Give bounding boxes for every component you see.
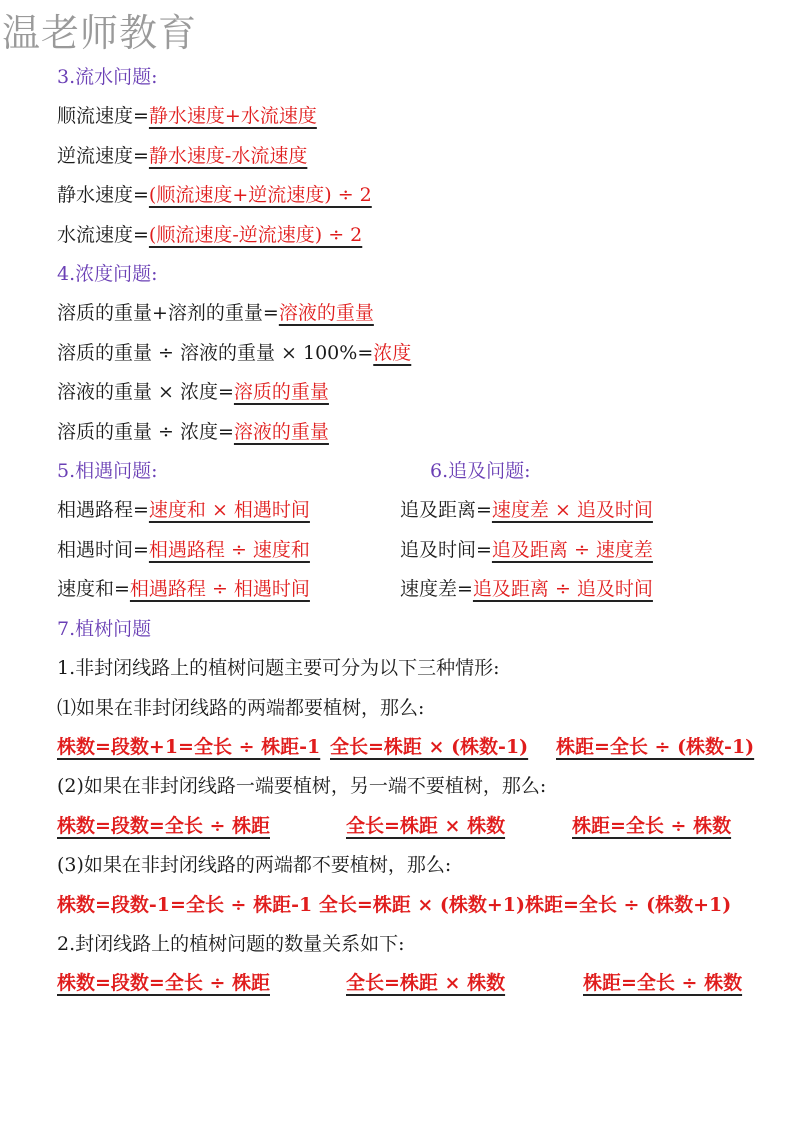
formula-row: [57, 537, 310, 563]
formula-label: 溶液的重量 × 浓度=: [57, 381, 234, 403]
formula-answer: 株数=段数+1=全长 ÷ 株距-1: [57, 736, 321, 758]
section-heading-concentration: 4.浓度问题:: [57, 263, 158, 285]
formula-answer: 株距=全长 ÷ 株数: [572, 815, 732, 837]
formula-answer: 追及距离 ÷ 速度差: [491, 539, 653, 561]
formula-answer: 溶液的重量: [278, 302, 374, 324]
formula-row: [400, 576, 653, 602]
formula-label: 相遇路程=: [57, 499, 149, 521]
section-heading-tree-planting: 7.植树问题: [57, 618, 152, 640]
formula-row: [57, 222, 362, 248]
formula-label: 溶质的重量+溶剂的重量=: [57, 302, 279, 324]
watermark-logo: 温老师教育: [2, 11, 198, 55]
formula-label: 逆流速度=: [57, 145, 149, 167]
formula-answer: 溶液的重量: [233, 421, 329, 443]
formula-answer: 株数=段数=全长 ÷ 株距: [57, 815, 270, 837]
section-heading-flow: 3.流水问题:: [57, 66, 158, 88]
formula-answer: 追及距离 ÷ 追及时间: [472, 578, 653, 600]
formula-answer: 浓度: [373, 342, 412, 364]
formula-answer: (顺流速度+逆流速度) ÷ 2: [148, 184, 372, 206]
formula-answer: 相遇路程 ÷ 速度和: [148, 539, 310, 561]
formula-label: 静水速度=: [57, 184, 149, 206]
formula-answer: 株数=段数=全长 ÷ 株距: [57, 972, 270, 994]
formula-row: [400, 537, 653, 563]
formula-answer: 全长=株距 × (株数-1): [330, 736, 529, 758]
formula-row: [57, 143, 307, 169]
formula-label: 溶质的重量 ÷ 浓度=: [57, 421, 234, 443]
formula-row: [57, 182, 372, 208]
formula-answer: 静水速度+水流速度: [148, 105, 317, 127]
subheading-closed-route: 2.封闭线路上的植树问题的数量关系如下:: [57, 933, 405, 955]
formula-answer: 相遇路程 ÷ 相遇时间: [129, 578, 310, 600]
formula-label: 追及时间=: [400, 539, 492, 561]
formula-label: 相遇时间=: [57, 539, 149, 561]
formula-answer: 株距=全长 ÷ 株数: [583, 972, 743, 994]
formula-label: 溶质的重量 ÷ 溶液的重量 × 100%=: [57, 342, 374, 364]
section-heading-meeting: 5.相遇问题:: [57, 460, 158, 482]
formula-label: 速度和=: [57, 578, 130, 600]
case-both-ends: ⑴如果在非封闭线路的两端都要植树，那么:: [57, 697, 425, 719]
formula-answer: (顺流速度-逆流速度) ÷ 2: [148, 224, 363, 246]
formula-row: [57, 300, 374, 326]
formula-answer: 速度差 × 追及时间: [491, 499, 653, 521]
formula-label: 追及距离=: [400, 499, 492, 521]
formula-answer: 株数=段数-1=全长 ÷ 株距-1 全长=株距 × (株数+1)株距=全长 ÷ (株数+1): [57, 894, 732, 916]
formula-answer: 全长=株距 × 株数: [346, 972, 506, 994]
formula-row: [57, 497, 310, 523]
formula-answer: 溶质的重量: [233, 381, 329, 403]
formula-label: 水流速度=: [57, 224, 149, 246]
formula-row: [57, 379, 329, 405]
formula-answer: 静水速度-水流速度: [148, 145, 308, 167]
formula-label: 顺流速度=: [57, 105, 149, 127]
section-heading-chase: 6.追及问题:: [430, 460, 531, 482]
formula-row: [400, 497, 653, 523]
formula-row: [57, 103, 317, 129]
formula-answer: 全长=株距 × 株数: [346, 815, 506, 837]
formula-row: [57, 576, 310, 602]
formula-answer: 速度和 × 相遇时间: [148, 499, 310, 521]
formula-answer: 株距=全长 ÷ (株数-1): [556, 736, 755, 758]
formula-label: 速度差=: [400, 578, 473, 600]
case-no-ends: (3)如果在非封闭线路的两端都不要植树，那么:: [57, 854, 452, 876]
formula-row: [57, 340, 411, 366]
formula-row: [57, 419, 329, 445]
case-one-end: (2)如果在非封闭线路一端要植树，另一端不要植树，那么:: [57, 775, 547, 797]
subheading-open-route: 1.非封闭线路上的植树问题主要可分为以下三种情形:: [57, 657, 500, 679]
